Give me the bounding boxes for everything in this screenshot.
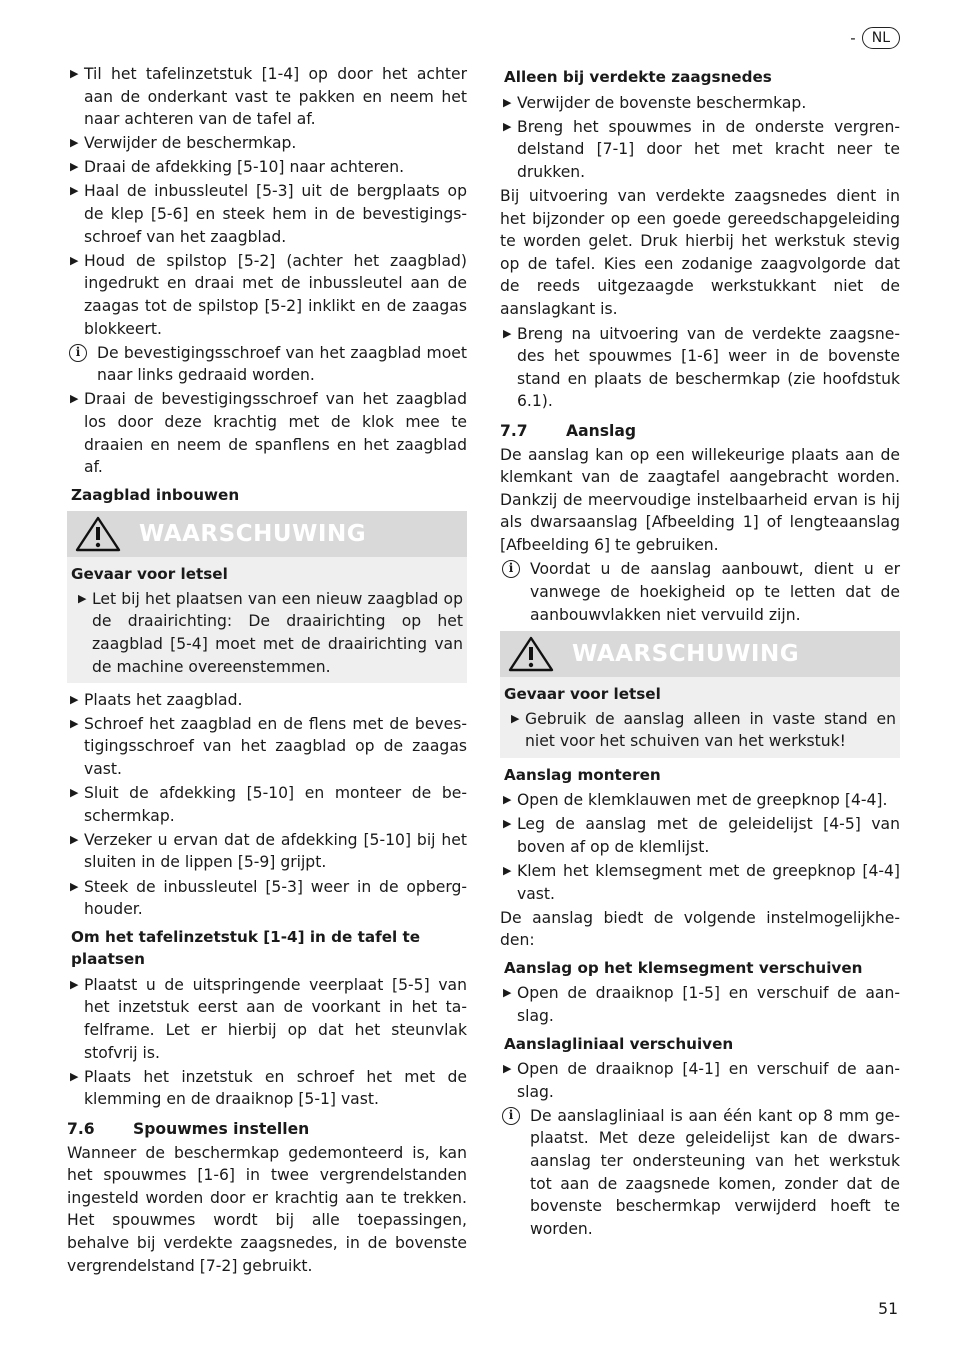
warning-subheading: Gevaar voor letsel xyxy=(71,565,228,584)
arrow-bullet-icon: ▶ xyxy=(70,253,79,267)
info-note: i Voordat u de aanslag aanbouwt, dient u er vanwege de hoekigheid op te letten dat de aanbouwvlakken niet vervuild zijn. xyxy=(500,558,900,626)
instruction-item: ▶ Houd de spilstop [5-2] (achter het zaagblad) ingedrukt en draai met de inbussleutel aan de zaagas tot de spilstop [5-2] inklikt en de zaagas blokkeert. xyxy=(70,251,467,338)
language-badge: NL xyxy=(862,27,900,49)
info-icon: i xyxy=(502,560,520,578)
instruction-item: ▶ Breng het spouwmes in de onderste vergrendelstand [7-1] door het met kracht neer te drukken. xyxy=(503,117,900,181)
arrow-bullet-icon: ▶ xyxy=(70,786,79,800)
instruction-item: ▶ Draai de bevestigingsschroef van het zaagblad los door deze krachtig met de klok mee te draaien en neem de spanflens en het zaagblad af. xyxy=(70,390,467,477)
instruction-item: ▶ Steek de inbussleutel [5-3] weer in de opberghouder. xyxy=(70,877,467,919)
subheading: Aanslag monteren xyxy=(504,765,661,784)
instruction-item: ▶ Schroef het zaagblad en de flens met de bevestigingsschroef van het zaagblad op de zaagas vast. xyxy=(70,714,467,779)
warning-body xyxy=(67,557,467,682)
warning-box xyxy=(67,511,467,682)
arrow-bullet-icon: ▶ xyxy=(70,160,79,174)
page-number: 51 xyxy=(878,1300,898,1318)
instruction-item: ▶ Draai de afdekking [5-10] naar achteren. xyxy=(67,156,467,179)
instruction-item: ▶ Sluit de afdekking [5-10] en monteer de beschermkap. xyxy=(70,784,467,825)
page-header xyxy=(850,27,900,49)
instruction-item: ▶ Breng na uitvoering van de verdekte zaagsnedes het spouwmes [1-6] weer in de bovenste stand en plaats de beschermkap (zie hoofdstuk 6.1). xyxy=(503,324,900,411)
info-icon: i xyxy=(69,344,87,362)
info-icon: i xyxy=(502,1107,520,1125)
paragraph: De aanslag biedt de volgende instelmogelijkheden: xyxy=(500,908,900,950)
arrow-bullet-icon: ▶ xyxy=(503,119,512,133)
left-column xyxy=(67,63,467,1279)
warning-item: ▶ Let bij het plaatsen van een nieuw zaagblad op de draairichting: De draairichting op het zaagblad [5-4] moet met de draairichting van de machine overeenstemmen. xyxy=(78,589,463,676)
instruction-item: ▶ Plaats het inzetstuk en schroef het met de klemming en de draaiknop [5-1] vast. xyxy=(70,1067,467,1109)
info-note: i De bevestigingsschroef van het zaagblad moet naar links gedraaid worden. xyxy=(67,342,467,387)
arrow-bullet-icon: ▶ xyxy=(503,95,512,109)
right-column xyxy=(500,63,900,1242)
subheading: Alleen bij verdekte zaagsnedes xyxy=(504,68,772,86)
warning-box xyxy=(500,631,900,757)
arrow-bullet-icon: ▶ xyxy=(503,1062,512,1076)
instruction-item: ▶ Open de klemklauwen met de greepknop [4-4]. xyxy=(500,789,900,812)
section-number: 7.6 xyxy=(67,1119,95,1138)
warning-subheading: Gevaar voor letsel xyxy=(504,685,661,704)
arrow-bullet-icon: ▶ xyxy=(503,326,512,340)
subheading: Aanslagliniaal verschuiven xyxy=(504,1034,734,1053)
section-heading xyxy=(500,420,900,443)
instruction-item: ▶ Til het tafelinzetstuk [1-4] op door het achter aan de onderkant vast te pakken en neem het naar achteren van de tafel af. xyxy=(70,65,467,129)
paragraph: Bij uitvoering van verdekte zaagsnedes dient in het bijzonder op een goede gereedschapgeleiding te worden gelet. Druk hierbij het werkstuk stevig op de tafel. Kies een zodanige zaagvolgorde dat de reeds uitgezaagde werkstukkant niet de aanslagkant is. xyxy=(500,186,900,318)
arrow-bullet-icon: ▶ xyxy=(503,817,512,831)
arrow-bullet-icon: ▶ xyxy=(503,986,512,1000)
paragraph: De aanslag kan op een willekeurige plaats aan de klemkant van de zaagtafel aangebracht worden. Dankzij de meervoudige instelbaarheid ervan is hij als dwarsaanslag [Afbeelding 1] of lengteaanslag [Afbeelding 6] te gebruiken. xyxy=(500,445,900,554)
arrow-bullet-icon: ▶ xyxy=(70,832,79,846)
section-title: Spouwmes instellen xyxy=(133,1119,310,1138)
arrow-bullet-icon: ▶ xyxy=(511,711,520,725)
arrow-bullet-icon: ▶ xyxy=(70,879,79,893)
paragraph: Wanneer de beschermkap gedemonteerd is, kan het spouwmes [1-6] in twee vergrendelstanden ingesteld worden door er krachtig aan te trekken. Het spouwmes wordt bij alle toepassingen, behalve bij verdekte zaagsnedes, in de bovenste vergrendelstand [7-2] gebruikt. xyxy=(67,1143,467,1275)
arrow-bullet-icon: ▶ xyxy=(78,591,87,605)
instruction-item: ▶ Verwijder de bovenste beschermkap. xyxy=(500,92,900,115)
info-note: i De aanslagliniaal is aan één kant op 8 mm geplaatst. Met deze geleidelijst kan de dwarsaanslag ter ondersteuning van het werkstuk tot aan de zaagsnede komen, zonder dat de bovenste beschermkap verwijderd hoeft te worden. xyxy=(500,1105,900,1241)
warning-item: ▶ Gebruik de aanslag alleen in vaste stand en niet voor het schuiven van het werkstuk! xyxy=(511,709,896,751)
instruction-item: ▶ Klem het klemsegment met de greepknop [4-4] vast. xyxy=(503,861,900,903)
header-dash: - xyxy=(850,29,856,47)
warning-title: WAARSCHUWING xyxy=(139,520,367,547)
instruction-item: ▶ Plaats het zaagblad. xyxy=(67,689,467,712)
warning-title: WAARSCHUWING xyxy=(572,640,800,667)
warning-header xyxy=(67,511,467,557)
instruction-item: ▶ Open de draaiknop [4-1] en verschuif de aanslag. xyxy=(503,1060,900,1101)
subheading: Om het tafelinzetstuk [1-4] in de tafel te plaatsen xyxy=(71,927,421,969)
subheading: Aanslag op het klemsegment verschuiven xyxy=(504,958,863,977)
arrow-bullet-icon: ▶ xyxy=(70,977,79,991)
instruction-item: ▶ Leg de aanslag met de geleidelijst [4-5] van boven af op de klemlijst. xyxy=(503,815,900,856)
instruction-item: ▶ Plaatst u de uitspringende veerplaat [5-5] van het inzetstuk eerst aan de voorkant in het tafelframe. Let er hierbij op dat het steunvlak stofvrij is. xyxy=(70,975,467,1062)
section-title: Aanslag xyxy=(566,421,637,440)
section-number: 7.7 xyxy=(500,421,528,440)
arrow-bullet-icon: ▶ xyxy=(70,136,79,150)
arrow-bullet-icon: ▶ xyxy=(503,793,512,807)
subheading: Zaagblad inbouwen xyxy=(71,485,240,504)
warning-body xyxy=(500,677,900,757)
instruction-item: ▶ Open de draaiknop [1-5] en verschuif de aanslag. xyxy=(503,984,900,1025)
arrow-bullet-icon: ▶ xyxy=(70,184,79,198)
arrow-bullet-icon: ▶ xyxy=(70,716,79,730)
arrow-bullet-icon: ▶ xyxy=(70,692,79,706)
instruction-item: ▶ Verzeker u ervan dat de afdekking [5-10] bij het sluiten in de lippen [5-9] grijpt. xyxy=(70,830,467,872)
warning-header xyxy=(500,631,900,677)
instruction-item: ▶ Haal de inbussleutel [5-3] uit de bergplaats op de klep [5-6] en steek hem in de bevestigingsschroef van het zaagblad. xyxy=(70,182,467,246)
instruction-item: ▶ Verwijder de beschermkap. xyxy=(67,132,467,155)
section-heading xyxy=(67,1118,467,1141)
arrow-bullet-icon: ▶ xyxy=(70,1069,79,1083)
warning-triangle-icon xyxy=(73,515,123,553)
arrow-bullet-icon: ▶ xyxy=(70,392,79,406)
arrow-bullet-icon: ▶ xyxy=(503,863,512,877)
warning-triangle-icon xyxy=(506,635,556,673)
arrow-bullet-icon: ▶ xyxy=(70,67,79,80)
